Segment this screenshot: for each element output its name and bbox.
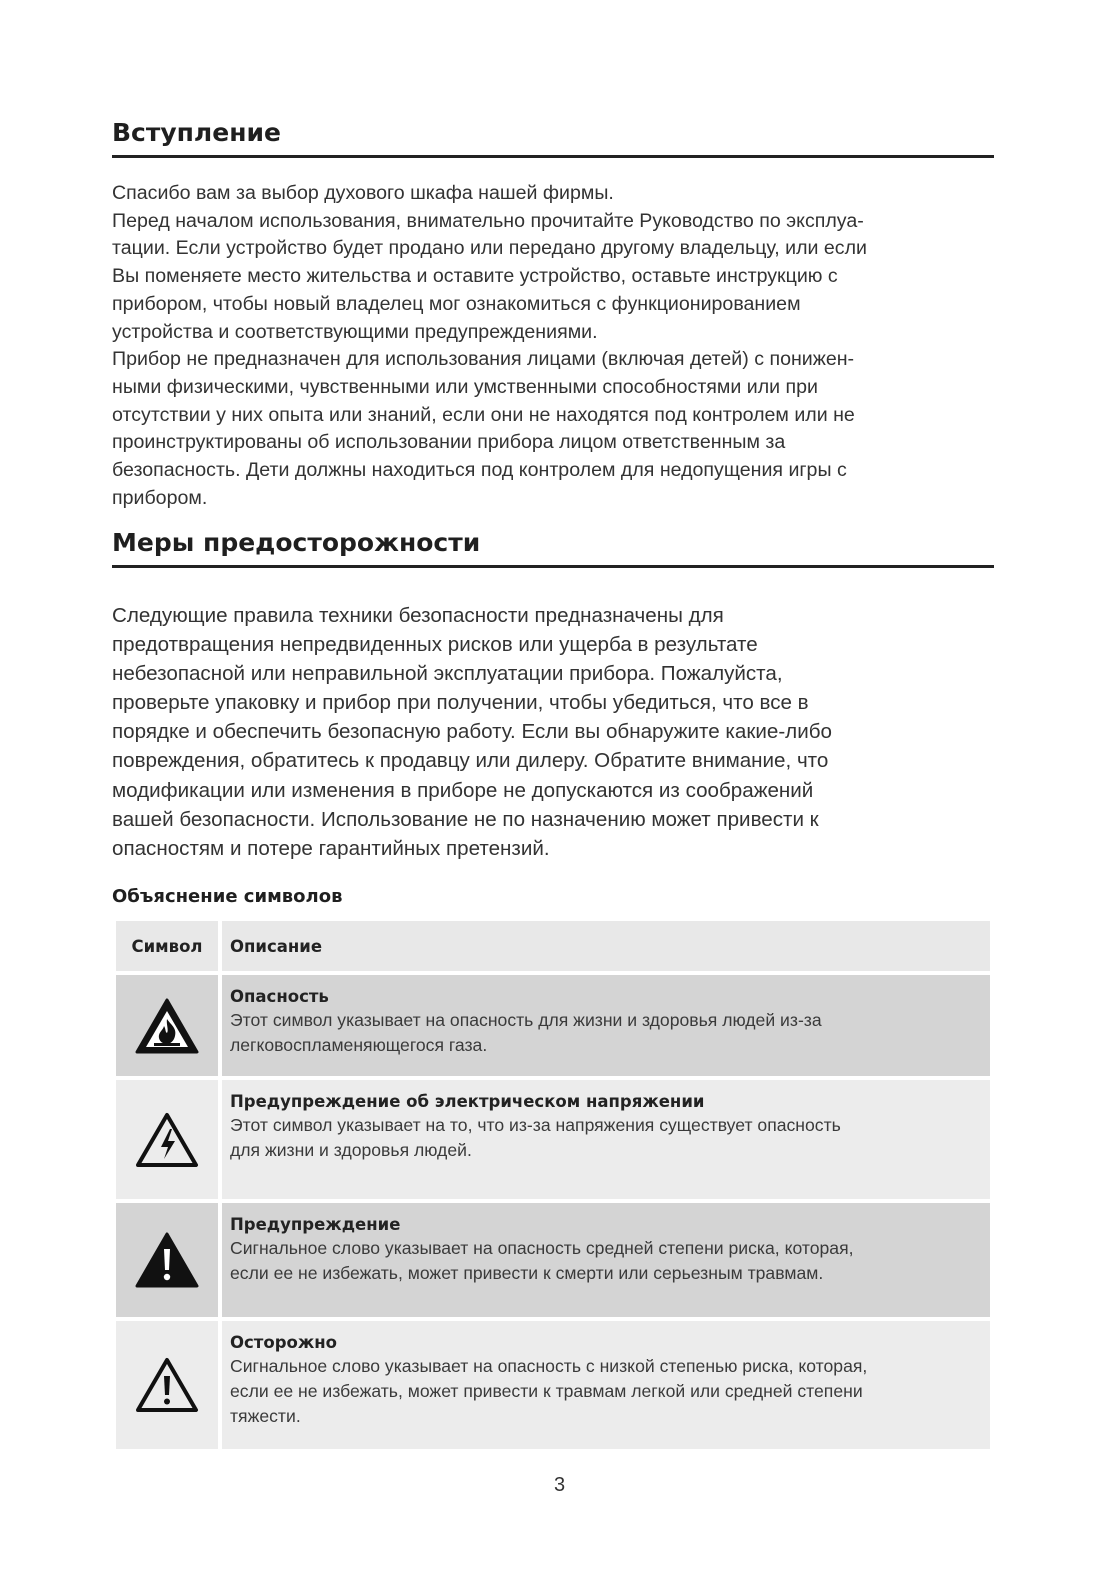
item-title: Предупреждение об электрическом напряжении [230, 1092, 705, 1111]
header-description: Описание [222, 921, 990, 971]
flammable-warning-icon [116, 975, 218, 1076]
item-line: тяжести. [230, 1406, 301, 1426]
item-line: для жизни и здоровья людей. [230, 1140, 472, 1160]
safety-section-title: Меры предосторожности [112, 528, 994, 568]
table-row [116, 1321, 990, 1449]
item-line: Сигнальное слово указывает на опасность средней степени риска, которая, [230, 1238, 854, 1258]
intro-line: Прибор не предназначен для использования лицами (включая детей) с понижен- [112, 348, 855, 371]
safety-line: небезопасной или неправильной эксплуатации прибора. Пожалуйста, [112, 662, 783, 686]
electric-voltage-warning-icon [116, 1080, 218, 1199]
intro-line: прибором. [112, 486, 208, 509]
table-header-row [116, 921, 990, 971]
safety-line: модификации или изменения в приборе не допускаются из соображений [112, 778, 814, 802]
intro-line: ными физическими, чувственными или умственными способностями или при [112, 375, 818, 398]
item-line: если ее не избежать, может привести к травмам легкой или средней степени [230, 1381, 863, 1401]
outline-exclamation-caution-icon [116, 1321, 218, 1449]
row-description [222, 1080, 990, 1199]
safety-line: проверьте упаковку и прибор при получении, чтобы убедиться, что все в [112, 691, 809, 715]
safety-line: опасностям и потере гарантийных претензий. [112, 836, 550, 860]
intro-line: Вы поменяете место жительства и оставите устройство, оставьте инструкцию с [112, 265, 838, 288]
item-line: Сигнальное слово указывает на опасность с низкой степенью риска, которая, [230, 1356, 868, 1376]
intro-line: отсутствии у них опыта или знаний, если они не находятся под контролем или не [112, 403, 855, 426]
intro-line: Перед началом использования, внимательно прочитайте Руководство по эксплуа- [112, 209, 864, 232]
item-line: если ее не избежать, может привести к смерти или серьезным травмам. [230, 1263, 824, 1283]
item-line: легковоспламеняющегося газа. [230, 1035, 488, 1055]
intro-paragraph [112, 180, 994, 512]
symbols-subtitle: Объяснение символов [112, 886, 343, 907]
table-row [116, 975, 990, 1076]
intro-line: устройства и соответствующими предупреждениями. [112, 320, 598, 343]
safety-line: повреждения, обратитесь к продавцу или дилеру. Обратите внимание, что [112, 749, 829, 773]
intro-line: прибором, чтобы новый владелец мог ознакомиться с функционированием [112, 292, 801, 315]
item-line: Этот символ указывает на опасность для жизни и здоровья людей из-за [230, 1010, 822, 1030]
item-title: Опасность [230, 987, 329, 1006]
intro-line: проинструктированы об использовании прибора лицом ответственным за [112, 431, 786, 454]
filled-exclamation-warning-icon [116, 1203, 218, 1317]
safety-line: Следующие правила техники безопасности предназначены для [112, 604, 724, 627]
item-title: Предупреждение [230, 1215, 401, 1234]
intro-line: безопасность. Дети должны находиться под контролем для недопущения игры с [112, 459, 847, 482]
row-description [222, 1203, 990, 1317]
item-text [230, 1113, 982, 1163]
page-number: 3 [553, 1474, 566, 1496]
row-description [222, 975, 990, 1076]
table-row [116, 1203, 990, 1317]
item-title: Осторожно [230, 1333, 338, 1352]
item-text [230, 1236, 982, 1286]
safety-paragraph [112, 601, 994, 863]
item-text [230, 1008, 982, 1058]
intro-section-title: Вступление [112, 118, 994, 158]
safety-line: порядке и обеспечить безопасную работу. Если вы обнаружите какие-либо [112, 720, 832, 744]
item-line: Этот символ указывает на то, что из-за напряжения существует опасность [230, 1115, 841, 1135]
intro-line: Спасибо вам за выбор духового шкафа нашей фирмы. [112, 182, 614, 204]
header-symbol: Символ [116, 921, 218, 971]
table-row [116, 1080, 990, 1199]
safety-line: предотвращения непредвиденных рисков или ущерба в результате [112, 633, 758, 657]
symbols-table [116, 921, 990, 1453]
safety-line: вашей безопасности. Использование не по назначению может привести к [112, 807, 819, 831]
intro-line: тации. Если устройство будет продано или передано другому владельцу, или если [112, 237, 867, 260]
row-description [222, 1321, 990, 1449]
item-text [230, 1354, 982, 1429]
